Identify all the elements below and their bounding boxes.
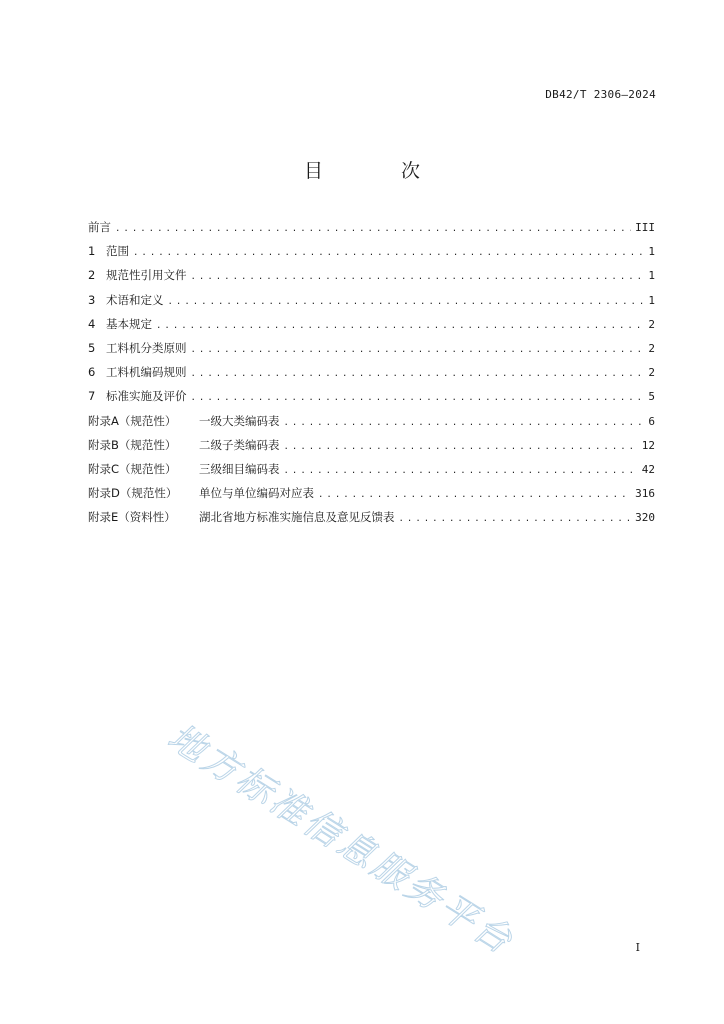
document-code: DB42/T 2306—2024: [545, 88, 656, 101]
toc-entry-label: 二级子类编码表: [199, 437, 280, 452]
toc-entry-page: 42: [641, 462, 655, 476]
toc-entry-number: 1: [88, 244, 96, 259]
toc-entry-number: 4: [88, 316, 96, 331]
toc-entry-label: 湖北省地方标准实施信息及意见反馈表: [199, 510, 395, 525]
toc-entry-2[interactable]: [88, 267, 655, 291]
leader-dots: [191, 342, 645, 358]
leader-dots: [191, 366, 645, 382]
toc-entry-number: 5: [88, 340, 96, 355]
leader-dots: [191, 269, 645, 285]
toc-entry-appendix-prefix: 附录D（规范性）: [88, 486, 178, 501]
toc-entry-label: 术语和定义: [106, 292, 164, 307]
toc-entry-page: 2: [648, 317, 655, 331]
page-title: 目 次: [303, 160, 457, 182]
toc-entry-label: 工料机分类原则: [106, 340, 187, 355]
leader-dots: [399, 511, 632, 527]
toc-entry-number: 6: [88, 365, 96, 380]
toc-entry-label: 范围: [106, 244, 129, 259]
toc-entry-page: 1: [648, 269, 655, 283]
toc-entry-label: 三级细目编码表: [199, 461, 280, 476]
leader-dots: [133, 245, 644, 261]
toc-entry-appendix-b[interactable]: [88, 437, 655, 461]
toc-entry-label: 规范性引用文件: [106, 268, 187, 283]
toc-entry-page: 2: [648, 341, 655, 355]
toc-entry-label: 一级大类编码表: [199, 413, 280, 428]
leader-dots: [284, 463, 638, 479]
toc-entry-number: 7: [88, 389, 96, 404]
toc-entry-4[interactable]: [88, 316, 655, 340]
toc-entry-7[interactable]: [88, 388, 655, 412]
toc-entry-appendix-a[interactable]: [88, 413, 655, 437]
toc-entry-page: 1: [648, 245, 655, 259]
toc-entry-foreword[interactable]: [88, 219, 655, 243]
toc-entry-appendix-d[interactable]: [88, 485, 655, 509]
leader-dots: [284, 439, 638, 455]
toc-entry-appendix-c[interactable]: [88, 461, 655, 485]
toc-entry-label: 基本规定: [106, 316, 152, 331]
page-number: I: [635, 941, 640, 954]
leader-dots: [115, 221, 631, 237]
toc-entry-6[interactable]: [88, 364, 655, 388]
toc-entry-number: 3: [88, 292, 96, 307]
leader-dots: [191, 390, 645, 406]
toc-entry-page: 6: [648, 414, 655, 428]
toc-entry-1[interactable]: [88, 243, 655, 267]
toc-entry-page: 2: [648, 366, 655, 380]
toc-entry-label: 单位与单位编码对应表: [199, 486, 314, 501]
toc-entry-page: 316: [635, 487, 655, 501]
leader-dots: [284, 415, 645, 431]
table-of-contents: [88, 219, 655, 533]
toc-entry-appendix-prefix: 附录C（规范性）: [88, 461, 177, 476]
toc-entry-page: 5: [648, 390, 655, 404]
toc-entry-number: 2: [88, 268, 96, 283]
leader-dots: [318, 487, 631, 503]
toc-entry-page: 320: [635, 511, 655, 525]
toc-entry-appendix-prefix: 附录B（规范性）: [88, 437, 177, 452]
leader-dots: [168, 294, 645, 310]
toc-entry-label: 标准实施及评价: [106, 389, 187, 404]
toc-entry-appendix-e[interactable]: [88, 509, 655, 533]
watermark-text: 地方标准信息服务平台: [160, 716, 522, 964]
toc-entry-5[interactable]: [88, 340, 655, 364]
leader-dots: [156, 318, 644, 334]
toc-entry-page: 1: [648, 293, 655, 307]
toc-entry-3[interactable]: [88, 292, 655, 316]
toc-entry-appendix-prefix: 附录E（资料性）: [88, 510, 176, 525]
toc-entry-label: 前言: [88, 220, 111, 234]
toc-entry-appendix-prefix: 附录A（规范性）: [88, 413, 177, 428]
toc-entry-label: 工料机编码规则: [106, 365, 187, 380]
toc-entry-page: 12: [641, 438, 655, 452]
toc-entry-page: III: [635, 221, 655, 234]
